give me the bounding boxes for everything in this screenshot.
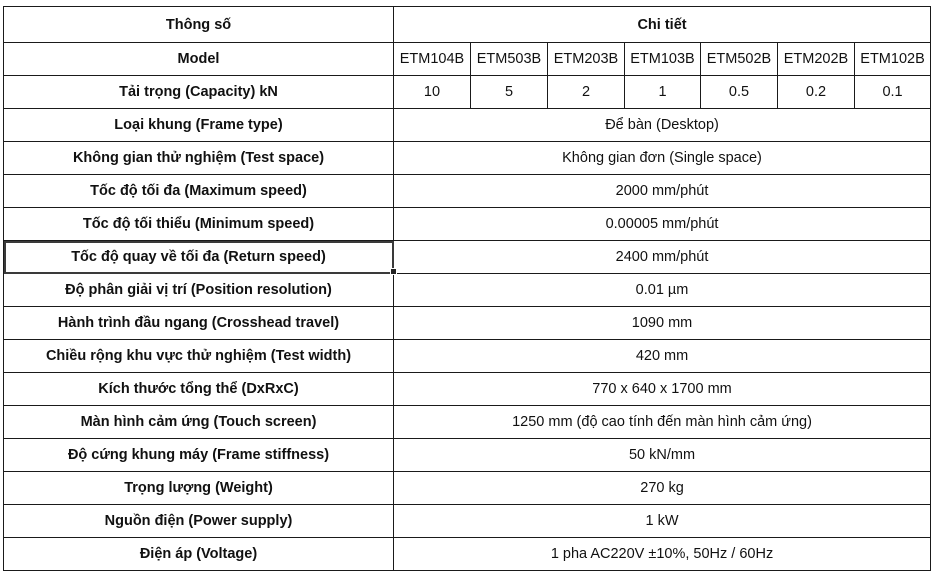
spec-row <box>4 274 931 307</box>
capacity-cell[interactable]: 0.1 <box>855 76 931 109</box>
spec-row <box>4 208 931 241</box>
spec-table <box>3 6 931 571</box>
model-cell[interactable]: ETM104B <box>394 43 471 76</box>
spec-row <box>4 439 931 472</box>
spec-label-cell[interactable]: Kích thước tổng thể (DxRxC) <box>4 373 394 406</box>
spec-label-cell[interactable]: Hành trình đầu ngang (Crosshead travel) <box>4 307 394 340</box>
spec-value-cell[interactable]: 1 kW <box>394 505 931 538</box>
spec-label-cell[interactable]: Trọng lượng (Weight) <box>4 472 394 505</box>
model-cell[interactable]: ETM502B <box>701 43 778 76</box>
spec-row <box>4 241 931 274</box>
spec-label-cell[interactable]: Màn hình cảm ứng (Touch screen) <box>4 406 394 439</box>
spec-label-cell[interactable]: Loại khung (Frame type) <box>4 109 394 142</box>
spec-value-cell[interactable]: 2400 mm/phút <box>394 241 931 274</box>
spec-row <box>4 373 931 406</box>
spec-value-cell[interactable]: Để bàn (Desktop) <box>394 109 931 142</box>
spec-label-cell[interactable]: Chiều rộng khu vực thử nghiệm (Test width) <box>4 340 394 373</box>
spec-value-cell[interactable]: 1090 mm <box>394 307 931 340</box>
spec-label-cell[interactable]: Độ cứng khung máy (Frame stiffness) <box>4 439 394 472</box>
spec-value-cell[interactable]: 0.01 µm <box>394 274 931 307</box>
spec-value-cell[interactable]: 270 kg <box>394 472 931 505</box>
spec-value-cell[interactable]: 1 pha AC220V ±10%, 50Hz / 60Hz <box>394 538 931 571</box>
spec-value-cell[interactable]: 0.00005 mm/phút <box>394 208 931 241</box>
spec-value-cell[interactable]: 50 kN/mm <box>394 439 931 472</box>
spec-value-cell[interactable]: 420 mm <box>394 340 931 373</box>
spec-label-cell[interactable]: Tốc độ quay về tối đa (Return speed) <box>4 241 394 274</box>
spec-value-cell[interactable]: Không gian đơn (Single space) <box>394 142 931 175</box>
spec-row <box>4 175 931 208</box>
model-row <box>4 43 931 76</box>
capacity-cell[interactable]: 1 <box>625 76 701 109</box>
spec-value-cell[interactable]: 2000 mm/phút <box>394 175 931 208</box>
spec-row <box>4 109 931 142</box>
model-cell[interactable]: ETM503B <box>471 43 548 76</box>
capacity-cell[interactable]: 10 <box>394 76 471 109</box>
capacity-row <box>4 76 931 109</box>
spec-row <box>4 340 931 373</box>
model-cell[interactable]: ETM102B <box>855 43 931 76</box>
spec-row <box>4 406 931 439</box>
model-cell[interactable]: ETM202B <box>778 43 855 76</box>
spec-label-cell[interactable]: Không gian thử nghiệm (Test space) <box>4 142 394 175</box>
model-cell[interactable]: ETM103B <box>625 43 701 76</box>
header-row <box>4 7 931 43</box>
capacity-cell[interactable]: 0.5 <box>701 76 778 109</box>
model-label-cell[interactable]: Model <box>4 43 394 76</box>
cell-fill-handle[interactable] <box>390 268 397 275</box>
spec-value-cell[interactable]: 1250 mm (độ cao tính đến màn hình cảm ứng) <box>394 406 931 439</box>
spec-row <box>4 142 931 175</box>
spec-row <box>4 472 931 505</box>
spec-row <box>4 307 931 340</box>
spec-label-cell[interactable]: Tốc độ tối đa (Maximum speed) <box>4 175 394 208</box>
spec-value-cell[interactable]: 770 x 640 x 1700 mm <box>394 373 931 406</box>
spec-row <box>4 538 931 571</box>
spec-label-cell[interactable]: Tốc độ tối thiểu (Minimum speed) <box>4 208 394 241</box>
capacity-label-cell[interactable]: Tải trọng (Capacity) kN <box>4 76 394 109</box>
capacity-cell[interactable]: 0.2 <box>778 76 855 109</box>
capacity-cell[interactable]: 2 <box>548 76 625 109</box>
spec-label-cell[interactable]: Độ phân giải vị trí (Position resolution) <box>4 274 394 307</box>
spec-row <box>4 505 931 538</box>
spec-label-cell[interactable]: Điện áp (Voltage) <box>4 538 394 571</box>
spec-label-cell[interactable]: Nguồn điện (Power supply) <box>4 505 394 538</box>
detail-header-cell[interactable]: Chi tiết <box>394 7 931 43</box>
capacity-cell[interactable]: 5 <box>471 76 548 109</box>
model-cell[interactable]: ETM203B <box>548 43 625 76</box>
param-header-cell[interactable]: Thông số <box>4 7 394 43</box>
